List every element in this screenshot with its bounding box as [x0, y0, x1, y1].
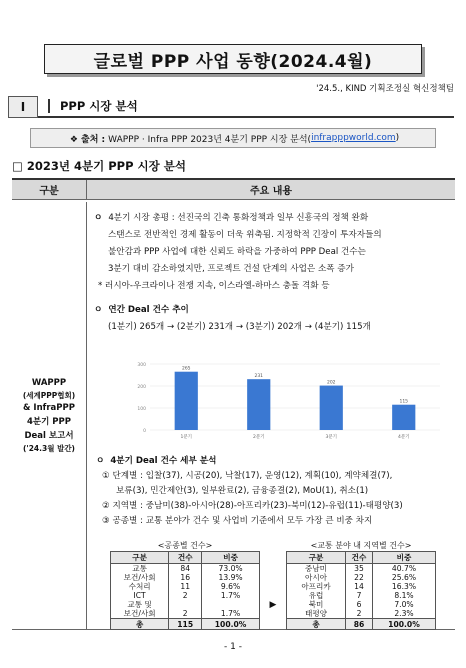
contents-cell [88, 202, 455, 629]
source-text: WAPPP · Infra PPP 2023년 4분기 PPP 시장 분석( [108, 134, 312, 145]
table-row [287, 609, 436, 619]
text-line-content: 4분기 시장 총평 : 선진국의 긴축 통화정책과 일부 신흥국의 정책 완화 [108, 213, 369, 223]
region-table-wrap [286, 540, 436, 630]
region-table-caption: <교통 분야 내 지역별 건수> [310, 541, 412, 550]
cell: 2 [169, 609, 202, 619]
bullet: ㅇ [96, 456, 105, 466]
table-row [111, 600, 260, 609]
document-title: 글로벌 PPP 사업 동향(2024.4월) [44, 44, 422, 74]
cell: 2.3% [372, 609, 435, 619]
item-text: 단계별 : 입찰(37), 시공(20), 낙찰(17), 운영(12), 계획(10), 계약체결(7), [112, 471, 393, 481]
header-contents: 주요 내용 [249, 186, 293, 197]
bullet: ㅇ [94, 305, 103, 315]
text-line [94, 302, 447, 319]
header-category: 구분 [12, 180, 87, 199]
column-header: 비중 [372, 552, 435, 564]
table-total-row [287, 619, 436, 630]
text-line [94, 210, 447, 227]
column-header: 구분 [111, 552, 169, 564]
y-tick-label: 100 [137, 407, 146, 412]
column-header: 건수 [346, 552, 373, 564]
section-header [8, 96, 454, 118]
cell: 유럽 [287, 591, 346, 600]
sector-table-wrap [110, 540, 260, 630]
bar [175, 372, 198, 430]
cell: 수처리 [111, 582, 169, 591]
column-header: 비중 [202, 552, 260, 564]
cell: 총 [287, 619, 346, 630]
data-label: 265 [181, 366, 191, 372]
cell: 115 [169, 619, 202, 630]
column-header: 구분 [287, 552, 346, 564]
table-row [111, 582, 260, 591]
table-row [111, 573, 260, 582]
cell: 16.3% [372, 582, 435, 591]
cell: 보건/사회 [111, 609, 169, 619]
cell: 중남미 [287, 564, 346, 574]
region-table [286, 551, 436, 630]
subheading: □ 2023년 4분기 PPP 시장 분석 [12, 159, 186, 173]
cell: 8.1% [372, 591, 435, 600]
sector-table-caption: <공종별 건수> [157, 541, 213, 550]
cell: 2 [169, 591, 202, 600]
document-meta: '24.5., KIND 기획조정실 혁신정책팀 [316, 84, 454, 94]
bar [392, 405, 415, 430]
report-name-cell [12, 202, 87, 629]
section-number: I [8, 96, 38, 118]
item-number: ① [102, 471, 110, 481]
cell: 9.6% [202, 582, 260, 591]
source-box [30, 128, 436, 148]
annual-trend-block [94, 302, 447, 336]
cell [202, 600, 260, 609]
table-header-row [287, 552, 436, 564]
arrow-right-icon: ▶ [269, 600, 277, 610]
sector-table [110, 551, 260, 630]
cell: ICT [111, 591, 169, 600]
report-line: (세계PPP협회) [22, 390, 76, 400]
column-header: 건수 [169, 552, 202, 564]
cell: 1.7% [202, 591, 260, 600]
cell: 73.0% [202, 564, 260, 574]
cell: 14 [346, 582, 373, 591]
table-total-row [111, 619, 260, 630]
data-label: 202 [326, 380, 336, 386]
main-table-header [12, 180, 455, 200]
data-label: 115 [399, 399, 409, 405]
analysis-item [96, 514, 449, 529]
y-tick-label: 300 [137, 363, 146, 368]
x-tick-label: 2분기 [252, 435, 265, 440]
bar [247, 379, 270, 430]
block-title: 연간 Deal 건수 추이 [108, 305, 189, 315]
table-row [111, 591, 260, 600]
table-row [111, 609, 260, 619]
deal-count-chart [128, 360, 446, 442]
x-tick-label: 1분기 [180, 435, 193, 440]
x-tick-label: 4분기 [397, 435, 410, 440]
block-title: 4분기 Deal 건수 세부 분석 [110, 456, 217, 466]
cell: 25.6% [372, 573, 435, 582]
table-row [287, 564, 436, 574]
text-line: 불안감과 PPP 사업에 대한 신뢰도 하락을 가중하여 PPP Deal 건수는 [108, 247, 366, 257]
cell: 6 [346, 600, 373, 609]
footnote: * 러시아-우크라이나 전쟁 지속, 이스라엘-하마스 충돌 격화 등 [98, 281, 330, 291]
text-line: 스탠스로 전반적인 경제 활동이 더욱 위축됨. 지정학적 긴장이 투자자들의 [108, 230, 382, 240]
bar [320, 386, 343, 430]
cell: 22 [346, 573, 373, 582]
main-table [12, 178, 455, 630]
item-number: ③ [102, 516, 110, 526]
cell: 2 [346, 609, 373, 619]
breakdown-tables [110, 540, 436, 630]
market-review-block [94, 210, 447, 295]
source-prefix: ❖ 출처 : [69, 134, 106, 145]
item-text: 지역별 : 중남미(38)-아시아(28)-아프리카(23)-북미(12)-유럽(11)-태평양(3) [112, 501, 403, 511]
bullet: ㅇ [94, 213, 103, 223]
table-row [287, 591, 436, 600]
cell: 북미 [287, 600, 346, 609]
cell: 보건/사회 [111, 573, 169, 582]
page-number: - 1 - [224, 642, 242, 652]
text-line: 3분기 대비 감소하였지만, 프로젝트 건설 단계의 사업은 소폭 증가 [108, 264, 354, 274]
cell: 7 [346, 591, 373, 600]
section-divider [48, 99, 50, 113]
report-line: WAPPP [31, 377, 67, 388]
cell [169, 600, 202, 609]
cell: 35 [346, 564, 373, 574]
analysis-item [96, 469, 449, 484]
report-line: Deal 보고서 [24, 430, 74, 441]
cell: 16 [169, 573, 202, 582]
cell: 교통 [111, 564, 169, 574]
data-label: 231 [254, 374, 264, 380]
source-suffix: ) [395, 133, 400, 143]
cell: 아시아 [287, 573, 346, 582]
source-link[interactable]: infrapppworld.com [311, 133, 396, 143]
report-line: ('24.3월 발간) [22, 443, 75, 453]
item-number: ② [102, 501, 110, 511]
cell: 총 [111, 619, 169, 630]
table-header-row [111, 552, 260, 564]
cell: 100.0% [372, 619, 435, 630]
cell: 7.0% [372, 600, 435, 609]
analysis-item [96, 499, 449, 514]
cell: 태평양 [287, 609, 346, 619]
report-line: & InfraPPP [23, 402, 75, 413]
cell: 교통 및 [111, 600, 169, 609]
analysis-item [96, 484, 449, 499]
table-row [287, 582, 436, 591]
cell: 100.0% [202, 619, 260, 630]
y-tick-label: 200 [137, 385, 146, 390]
table-row [111, 564, 260, 574]
text-line [96, 454, 449, 469]
cell: 86 [346, 619, 373, 630]
cell: 11 [169, 582, 202, 591]
x-tick-label: 3분기 [325, 435, 338, 440]
cell: 13.9% [202, 573, 260, 582]
section-title: PPP 시장 분석 [60, 99, 138, 113]
cell: 84 [169, 564, 202, 574]
section-title-box [38, 96, 454, 118]
bar-chart-svg [128, 360, 446, 442]
y-tick-label: 0 [143, 429, 146, 434]
main-table-body [12, 202, 455, 629]
cell: 아프리카 [287, 582, 346, 591]
table-row [287, 600, 436, 609]
cell: 40.7% [372, 564, 435, 574]
detail-analysis-block [96, 454, 449, 529]
item-text: 공종별 : 교통 분야가 건수 및 사업비 기준에서 모두 가장 큰 비중 차지 [112, 516, 373, 526]
cell: 1.7% [202, 609, 260, 619]
trend-summary: (1분기) 265개 → (2분기) 231개 → (3분기) 202개 → (4분기) 115개 [108, 322, 371, 332]
table-row [287, 573, 436, 582]
report-line: 4분기 PPP [27, 416, 71, 427]
item-text: 보류(3), 민간제안(3), 일부완료(2), 금융종결(2), MoU(1), 취소(1) [116, 486, 369, 496]
